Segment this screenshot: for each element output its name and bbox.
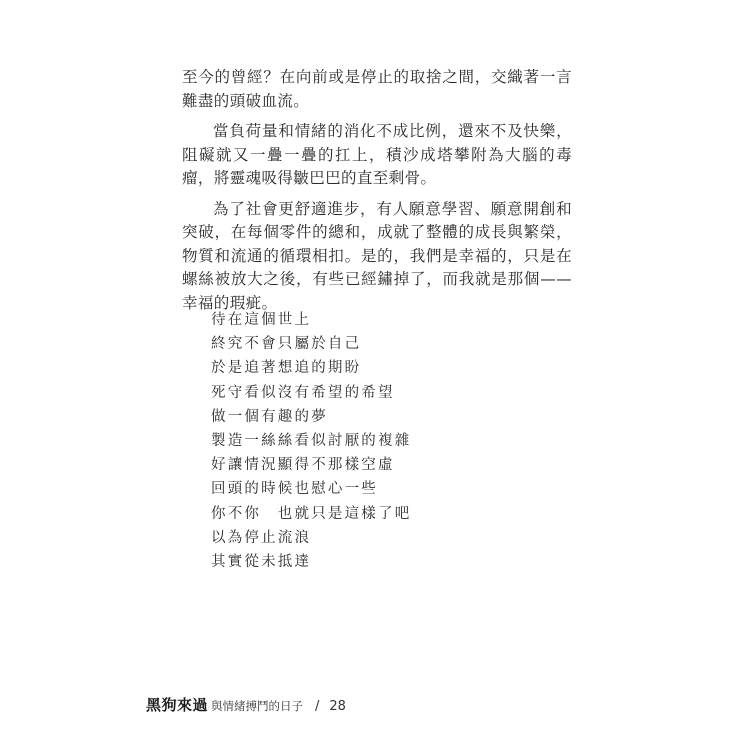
poem-section xyxy=(211,308,571,574)
poem-line: 其實從未抵達 xyxy=(211,554,312,571)
poem-line: 待在這個世上 xyxy=(211,312,312,328)
poem-line: 做一個有趣的夢 xyxy=(211,408,328,425)
book-title: 黑狗來過 xyxy=(146,696,209,714)
footer-separator: / xyxy=(315,699,320,714)
poem-line: 你不你 也就只是這樣了吧 xyxy=(211,505,412,522)
paragraph-3: 為了社會更舒適進步，有人願意學習、願意開創和突破，在每個零件的總和，成就了整體的成長與繁榮，物質和流通的循環相扣。是的，我們是幸福的，只是在螺絲被放大之後，有些已經鏽掉了，而我就是那個——幸福的瑕疵。 xyxy=(182,199,572,312)
poem-line: 以為停止流浪 xyxy=(211,529,312,546)
poem-line: 終究不會只屬於自己 xyxy=(211,336,362,353)
poem-line: 死守看似沒有希望的希望 xyxy=(211,384,395,401)
book-subtitle: 與情緒搏鬥的日子 xyxy=(211,699,304,713)
running-footer xyxy=(146,694,346,716)
poem-line: 好讓情況顯得不那樣空虛 xyxy=(211,457,395,474)
paragraph-2: 當負荷量和情緒的消化不成比例，還來不及快樂，阻礙就又一疊一疊的扛上，積沙成塔攀附為大腦的毒瘤，將靈魂吸得皺巴巴的直至剩骨。 xyxy=(182,122,572,187)
poem-line: 回頭的時候也慰心一些 xyxy=(211,481,378,498)
poem-line: 於是追著想追的期盼 xyxy=(211,360,362,377)
poem-line: 製造一絲絲看似討厭的複雜 xyxy=(211,433,412,450)
prose-section xyxy=(182,66,572,322)
page-number: 28 xyxy=(329,699,346,714)
paragraph-1: 至今的曾經？在向前或是停止的取捨之間，交織著一言難盡的頭破血流。 xyxy=(182,68,572,110)
